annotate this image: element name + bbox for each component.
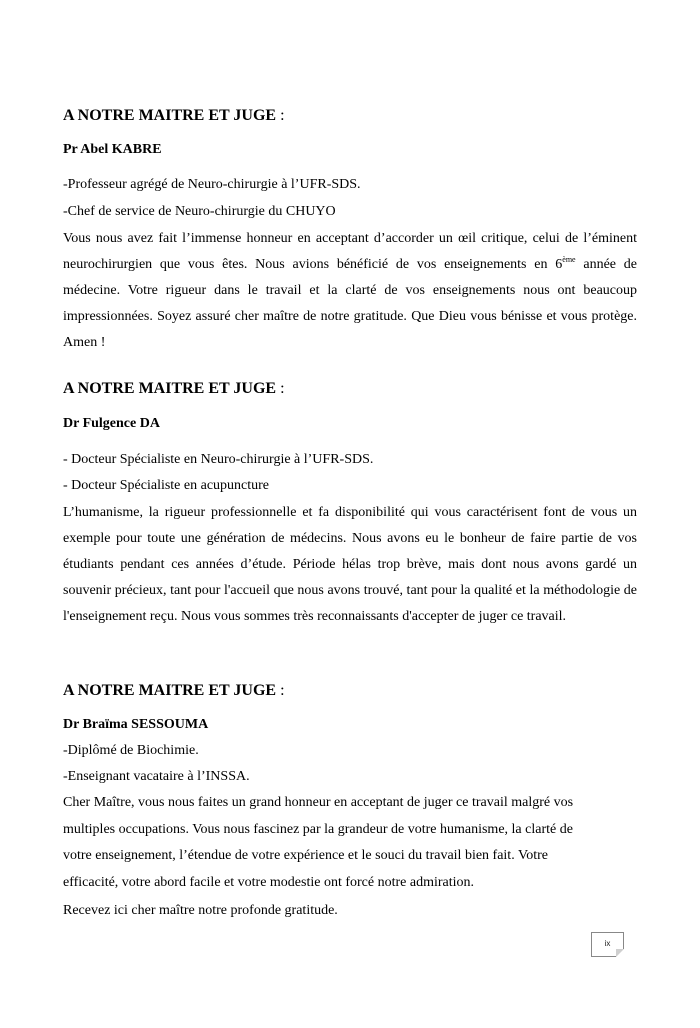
section-2-title-1: - Docteur Spécialiste en Neuro-chirurgie à l’UFR-SDS. <box>63 452 374 467</box>
section-3-judge-name: Dr Braïma SESSOUMA <box>63 717 209 732</box>
section-2-title-2: - Docteur Spécialiste en acupuncture <box>63 478 270 493</box>
section-3-paragraph <box>63 790 637 896</box>
section-1-judge-name: Pr Abel KABRE <box>63 142 162 157</box>
section-3-paragraph-line: votre enseignement, l’étendue de votre expérience et le souci du travail bien fait. Votre <box>63 848 549 863</box>
section-2-heading: A NOTRE MAITRE ET JUGE : <box>63 380 285 397</box>
section-3-title-2: -Enseignant vacataire à l’INSSA. <box>63 769 250 784</box>
section-1-title-1: -Professeur agrégé de Neuro-chirurgie à l’UFR-SDS. <box>63 177 361 192</box>
section-1-heading: A NOTRE MAITRE ET JUGE : <box>63 107 285 124</box>
page-curl-icon <box>616 949 624 957</box>
superscript-eme: ème <box>562 255 576 264</box>
section-3-heading: A NOTRE MAITRE ET JUGE : <box>63 682 285 699</box>
section-2-judge-name: Dr Fulgence DA <box>63 416 160 431</box>
page-number-box <box>591 932 624 957</box>
section-1-paragraph: Vous nous avez fait l’immense honneur en acceptant d’accorder un œil critique, celui de l’éminent neurochirurgien que vous êtes. Nous avions bénéficié de vos enseignements en 6ème année de médecine. Votre rigueur dans le travail et la clarté de vos enseignements nous ont beaucoup impressionnées. Soyez assuré cher maître de notre gratitude. Que Dieu vous bénisse et vous protège. Amen ! <box>63 231 637 350</box>
section-3-title-1: -Diplômé de Biochimie. <box>63 743 199 758</box>
section-3-closing: Recevez ici cher maître notre profonde gratitude. <box>63 903 338 918</box>
page-number: ix <box>604 939 611 948</box>
section-3-paragraph-line: multiples occupations. Vous nous fascinez par la grandeur de votre humanisme, la clarté de <box>63 821 573 837</box>
section-1-title-2: -Chef de service de Neuro-chirurgie du CHUYO <box>63 204 336 219</box>
section-2-paragraph: L’humanisme, la rigueur professionnelle et fa disponibilité qui vous caractérisent font de vous un exemple pour toute une génération de médecins. Nous avons eu le bonheur de faire partie de vos étudiants pendant ces années d’étude. Période hélas trop brève, mais dont nous avons gardé un souvenir précieux, tant pour l'accueil que nous avons trouvé, tant pour la qualité et la méthodologie de l'enseignement reçu. Nous vous sommes très reconnaissants d'accepter de juger ce travail. <box>63 505 637 624</box>
section-3-paragraph-line: Cher Maître, vous nous faites un grand honneur en acceptant de juger ce travail malgré vos <box>63 795 574 810</box>
section-3-paragraph-line: efficacité, votre abord facile et votre modestie ont forcé notre admiration. <box>63 874 475 890</box>
